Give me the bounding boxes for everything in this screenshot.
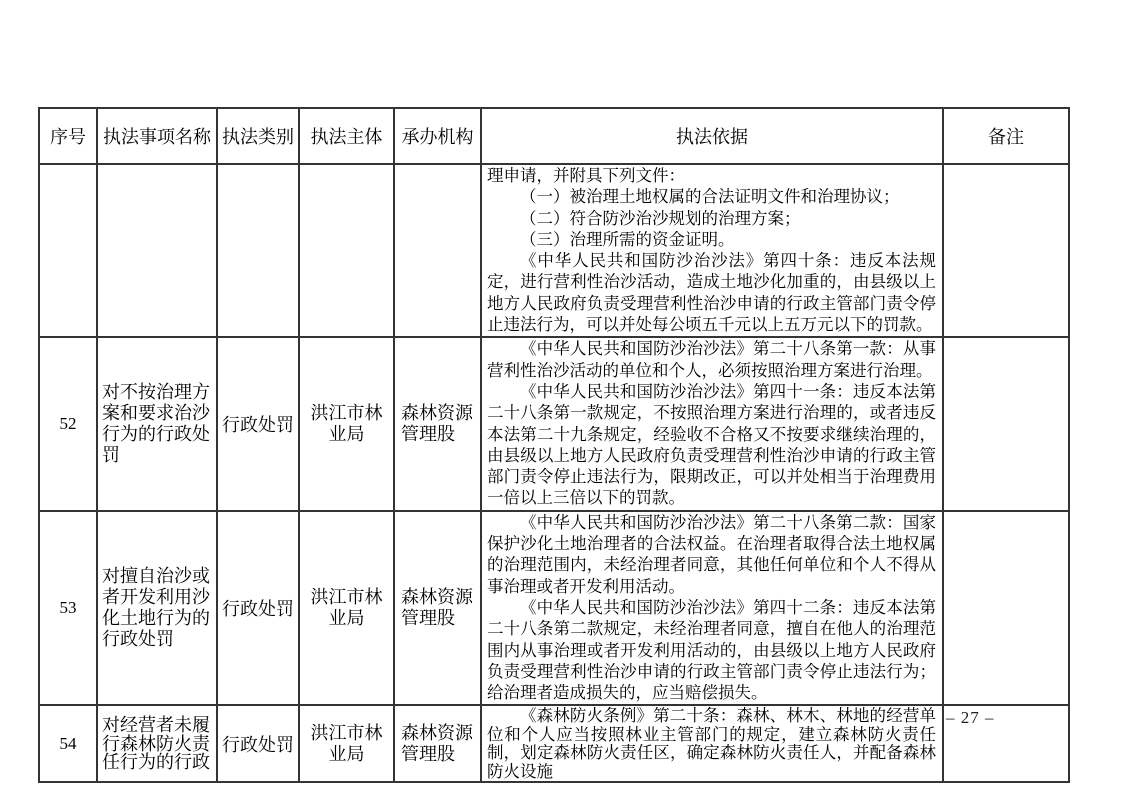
- table-row-continuation: [39, 164, 1069, 337]
- basis-cell: [481, 337, 943, 510]
- basis-paragraph: 《中华人民共和国防沙治沙法》第四十二条：违反本法第二十八条第二款规定，未经治理者同意，擅自在他人的治理范围内从事治理或者开发利用活动的，由县级以上地方人民政府负责受理营利性治沙申请的行政主管部门责令停止违法行为；给治理者造成损失的，应当赔偿损失。: [487, 598, 936, 703]
- column-header-subject: 执法主体: [299, 108, 394, 164]
- column-header-item-name: 执法事项名称: [97, 108, 217, 164]
- serial-cell: 53: [39, 511, 97, 706]
- basis-paragraph: 《森林防火条例》第二十条：森林、林木、林地的经营单位和个人应当按照林业主管部门的规定，建立森林防火责任制，划定森林防火责任区，确定森林防火责任人，并配备森林防火设施: [487, 707, 936, 781]
- column-header-serial: 序号: [39, 108, 97, 164]
- subject-cell: 洪江市林业局: [299, 337, 394, 510]
- column-header-basis: 执法依据: [481, 108, 943, 164]
- category-cell: 行政处罚: [217, 511, 299, 706]
- agency-cell: 森林资源管理股: [394, 705, 481, 782]
- basis-paragraph: 《中华人民共和国防沙治沙法》第四十条：违反本法规定，进行营利性治沙活动，造成土地沙化加重的，由县级以上地方人民政府负责受理营利性治沙申请的行政主管部门责令停止违法行为，可以并处每公顷五千元以上五万元以下的罚款。: [487, 252, 936, 335]
- basis-cell: [481, 164, 943, 337]
- table-row-52: [39, 337, 1069, 510]
- table-row-53: [39, 511, 1069, 706]
- serial-cell: 54: [39, 705, 97, 782]
- item-name-cell: 对不按治理方案和要求治沙行为的行政处罚: [97, 337, 217, 510]
- serial-cell: 52: [39, 337, 97, 510]
- basis-paragraph: 理申请，并附具下列文件：: [487, 167, 685, 185]
- category-cell: 行政处罚: [217, 705, 299, 782]
- agency-cell: [394, 164, 481, 337]
- basis-paragraph: （三）治理所需的资金证明。: [520, 230, 735, 249]
- serial-cell: [39, 164, 97, 337]
- page-number: – 27 –: [946, 708, 995, 727]
- basis-paragraph: 《中华人民共和国防沙治沙法》第二十八条第二款：国家保护沙化土地治理者的合法权益。在治理者取得合法土地权属的治理范围内，未经治理者同意，其他任何单位和个人不得从事治理或者开发利用活动。: [487, 513, 936, 596]
- table-row-54: [39, 705, 1069, 782]
- item-name-cell: 对经营者未履行森林防火责任行为的行政: [97, 705, 217, 782]
- category-cell: [217, 164, 299, 337]
- basis-paragraph: 《中华人民共和国防沙治沙法》第二十八条第一款：从事营利性治沙活动的单位和个人，必须按照治理方案进行治理。: [487, 340, 936, 380]
- basis-cell: [481, 511, 943, 706]
- subject-cell: 洪江市林业局: [299, 705, 394, 782]
- agency-cell: 森林资源管理股: [394, 511, 481, 706]
- column-header-category: 执法类别: [217, 108, 299, 164]
- remark-cell: [943, 164, 1069, 337]
- remark-cell: [943, 511, 1069, 706]
- item-name-cell: 对擅自治沙或者开发利用沙化土地行为的行政处罚: [97, 511, 217, 706]
- remark-cell: [943, 337, 1069, 510]
- category-cell: 行政处罚: [217, 337, 299, 510]
- enforcement-items-table: [38, 107, 1070, 783]
- header-row: [39, 108, 1069, 164]
- subject-cell: [299, 164, 394, 337]
- item-name-cell: [97, 164, 217, 337]
- column-header-agency: 承办机构: [394, 108, 481, 164]
- agency-cell: 森林资源管理股: [394, 337, 481, 510]
- basis-cell: [481, 705, 943, 782]
- basis-paragraph: （一）被治理土地权属的合法证明文件和治理协议；: [520, 188, 900, 207]
- basis-paragraph: 《中华人民共和国防沙治沙法》第四十一条：违反本法第二十八条第一款规定，不按照治理方案进行治理的，或者违反本法第二十九条规定，经验收不合格又不按要求继续治理的，由县级以上地方人民政府负责受理营利性治沙申请的行政主管部门责令停止违法行为，限期改正，可以并处相当于治理费用一倍以上三倍以下的罚款。: [487, 382, 936, 508]
- basis-paragraph: （二）符合防沙治沙规划的治理方案；: [520, 209, 801, 228]
- column-header-remark: 备注: [943, 108, 1069, 164]
- subject-cell: 洪江市林业局: [299, 511, 394, 706]
